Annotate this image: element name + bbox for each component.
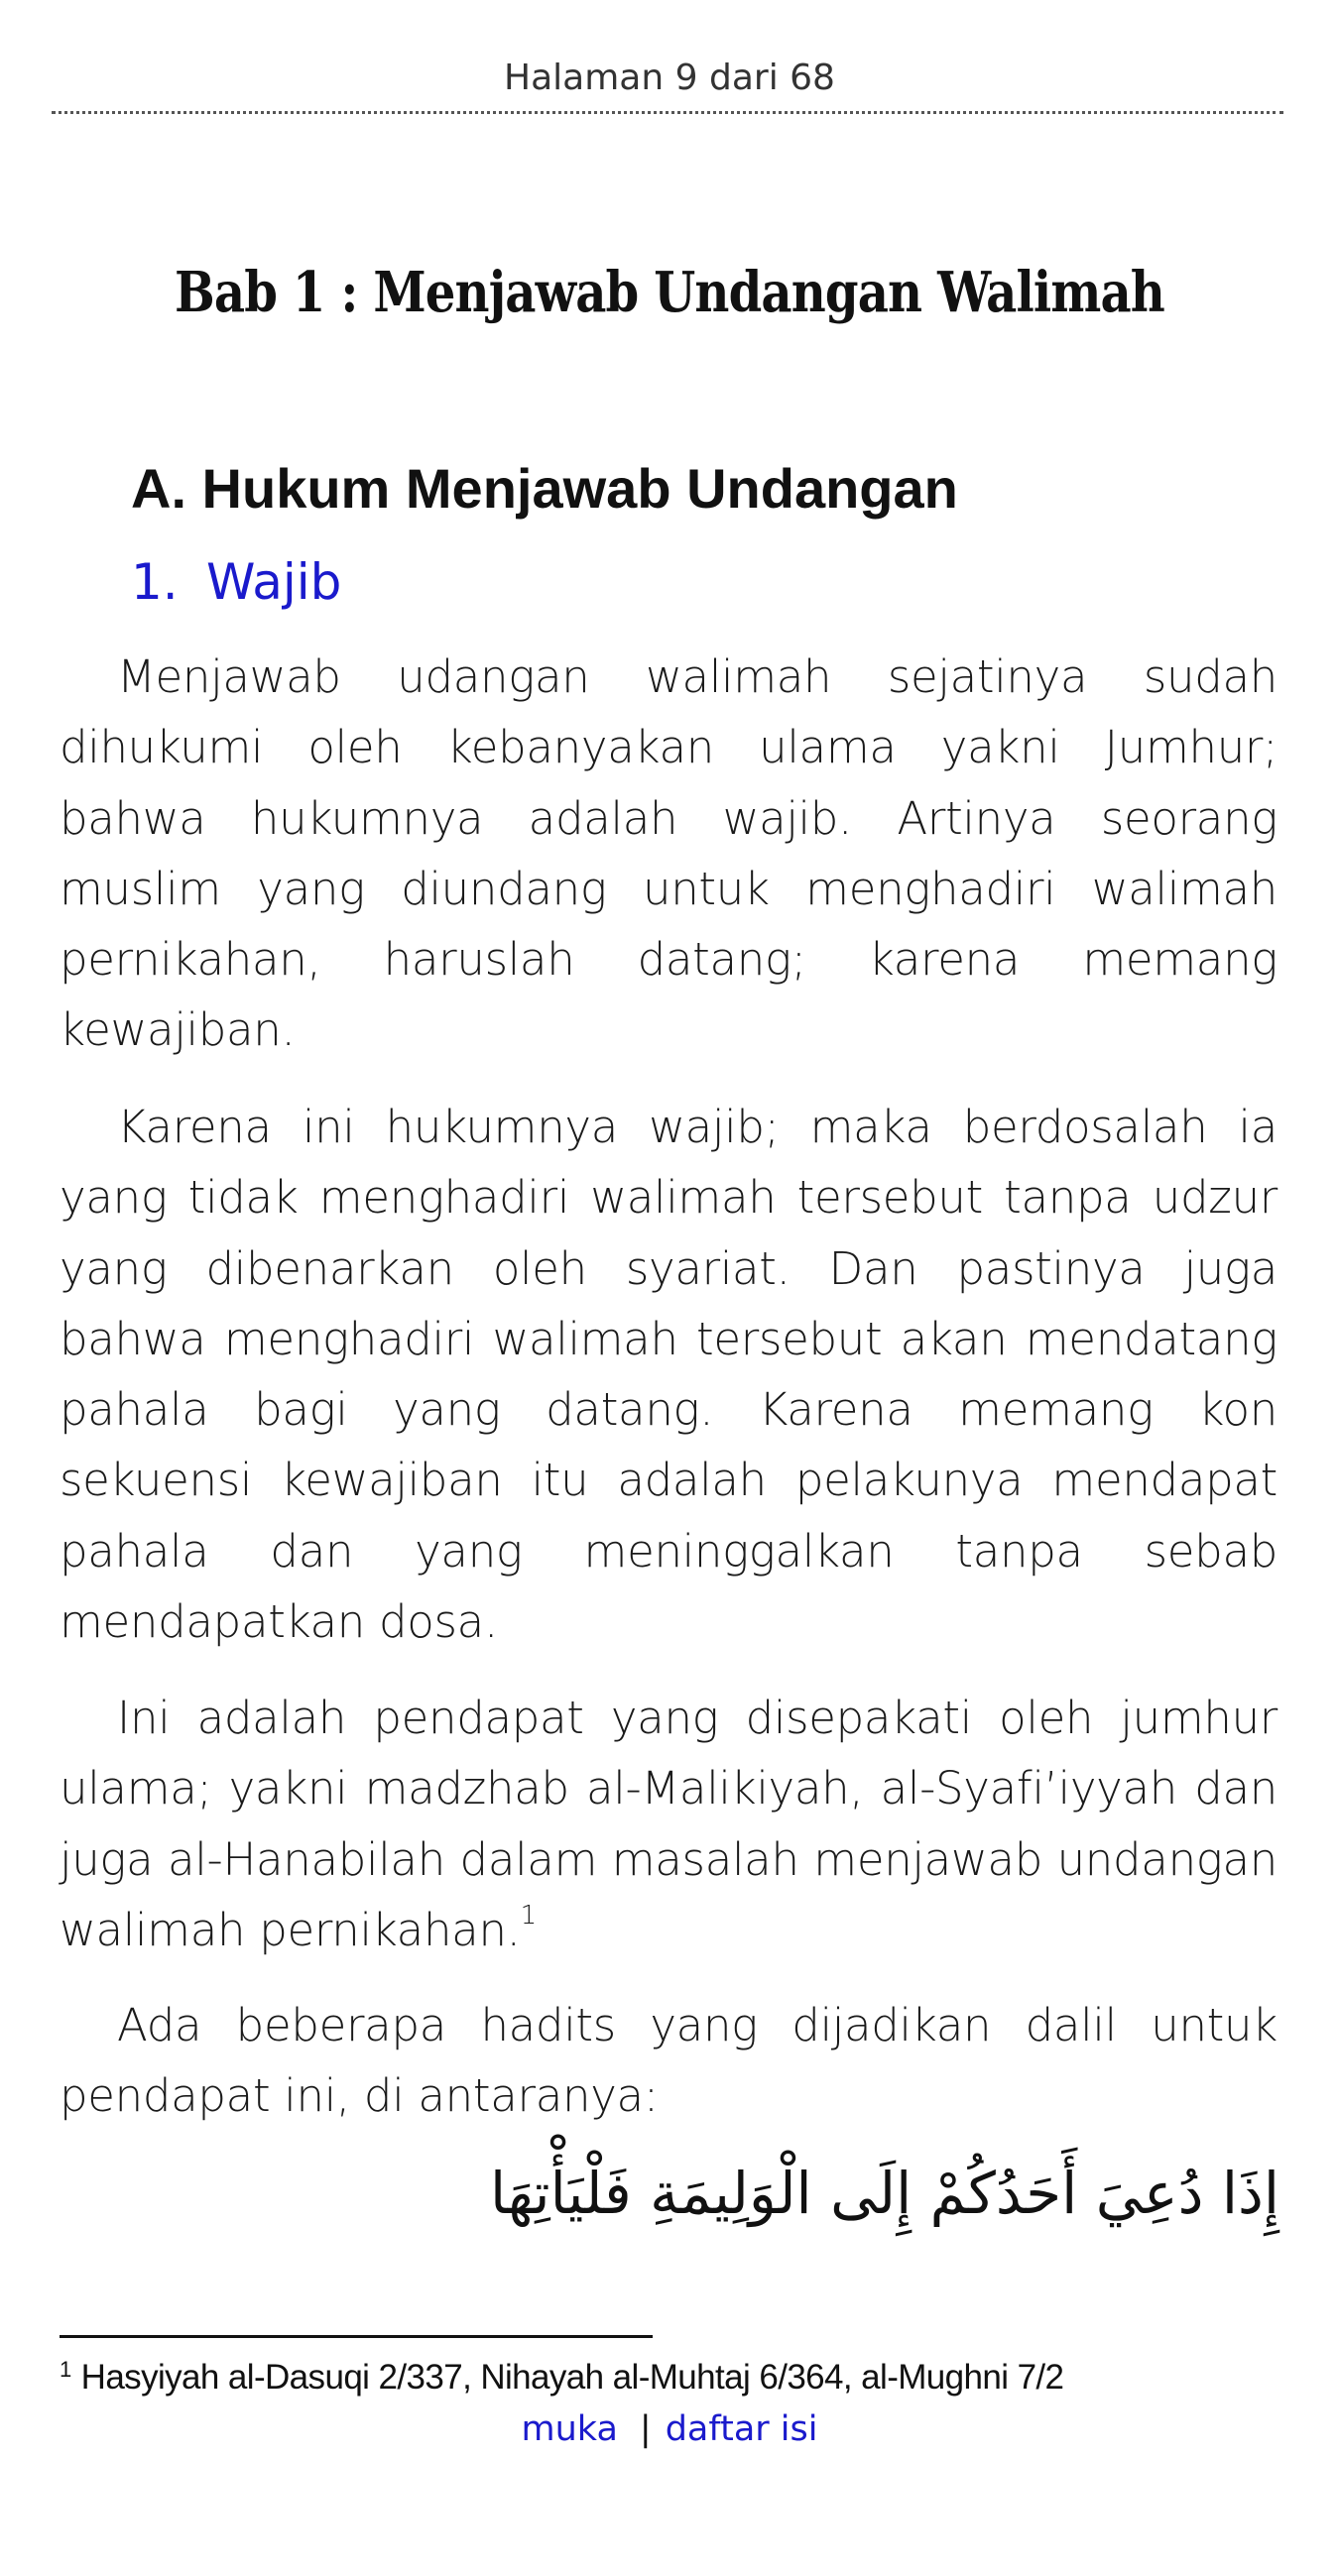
footnote-marker: 1 [60,2357,71,2382]
arabic-hadith-quote: إِذَا دُعِيَ أَحَدُكُمْ إِلَى الْوَلِيمَةِ فَلْيَأْتِهَا [490,2160,1279,2227]
page-indicator: Halaman 9 dari 68 [504,58,835,98]
chapter-title: Bab 1 : Menjawab Undangan Walimah [175,260,1164,325]
header-divider [52,111,1283,114]
subsection-number: 1. [131,553,179,611]
paragraph [60,1683,1278,1965]
paragraph: Karena ini hukumnya wajib; maka berdosalah ia yang tidak menghadiri walimah tersebut tanpa udzur yang dibenarkan oleh syariat. Dan pastinya juga bahwa menghadiri walimah tersebut akan mendatang pahala bagi yang datang. Karena memang kon sekuensi kewajiban itu adalah pelakunya mendapat pahala dan yang meninggalkan tanpa sebab mendapatkan dosa. [60,1101,1278,1649]
footnote-reference: 1 [520,1900,537,1931]
subsection-label: Wajib [206,553,342,611]
page-navigation [0,2409,1339,2449]
paragraph-text: Ini adalah pendapat yang disepakati oleh jumhur ulama; yakni madzhab al-Malikiyah, al-Syafi’iyyah dan juga al-Hanabilah dalam masalah menjawab undangan walimah pernikahan. [60,1692,1278,1956]
subsection-title [131,553,341,611]
footnote [60,2358,1063,2398]
table-of-contents-link[interactable]: daftar isi [665,2409,818,2449]
home-link[interactable]: muka [521,2409,618,2449]
footnote-text: Hasyiyah al-Dasuqi 2/337, Nihayah al-Muhtaj 6/364, al-Mughni 7/2 [80,2358,1064,2397]
nav-separator: | [639,2409,652,2449]
section-title: A. Hukum Menjawab Undangan [131,457,958,520]
footnote-divider [60,2335,653,2338]
paragraph: Menjawab udangan walimah sejatinya sudah dihukumi oleh kebanyakan ulama yakni Jumhur; bahwa hukumnya adalah wajib. Artinya seorang muslim yang diundang untuk menghadiri walimah pernikahan, haruslah datang; karena memang kewajiban. [60,650,1278,1057]
paragraph: Ada beberapa hadits yang dijadikan dalil untuk pendapat ini, di antaranya: [60,1999,1278,2123]
